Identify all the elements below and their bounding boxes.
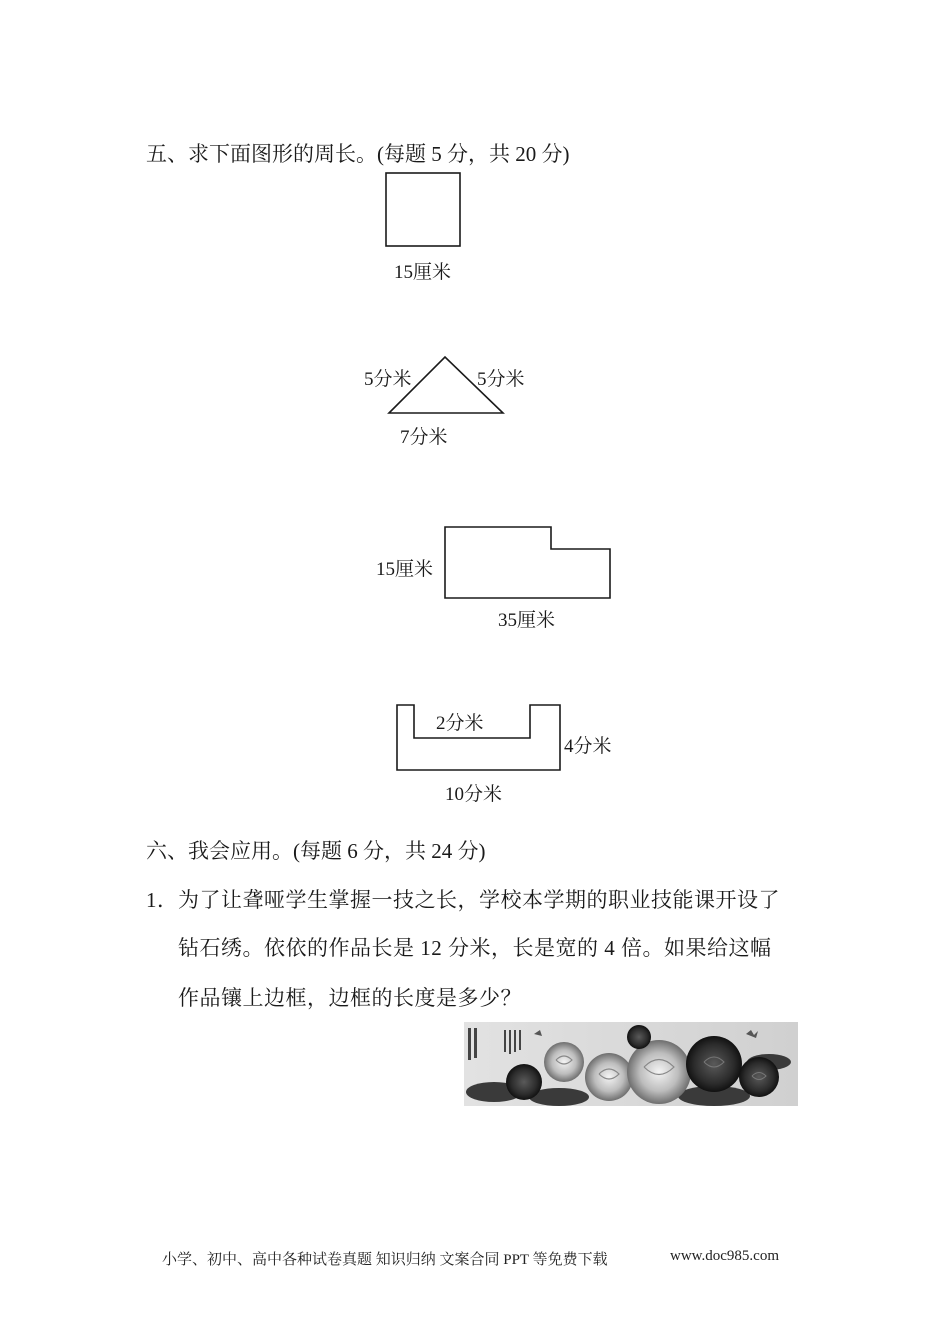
stepped-height-label: 15厘米 xyxy=(376,559,434,580)
u-notch-label: 2分米 xyxy=(436,713,484,734)
stepped-shape xyxy=(445,527,610,598)
stepped-width-label: 35厘米 xyxy=(498,610,556,631)
section6-heading: 六、我会应用。(每题 6 分，共 24 分) xyxy=(146,839,486,863)
triangle-base-label: 7分米 xyxy=(400,427,448,448)
question-number: 1． xyxy=(146,888,179,912)
square-shape xyxy=(386,173,460,246)
question-line-3: 作品镶上边框，边框的长度是多少？ xyxy=(178,986,522,1010)
question-line-2: 钻石绣。依依的作品长是 12 分米，长是宽的 4 倍。如果给这幅 xyxy=(178,936,772,960)
square-side-label: 15厘米 xyxy=(394,262,452,283)
u-height-label: 4分米 xyxy=(564,736,612,757)
triangle-right-label: 5分米 xyxy=(477,369,525,390)
footer-text: 小学、初中、高中各种试卷真题 知识归纳 文案合同 PPT 等免费下载 xyxy=(162,1252,608,1268)
footer-url[interactable]: www.doc985.com xyxy=(670,1248,780,1264)
embroidery-artwork-image xyxy=(464,1022,798,1106)
question-line-1: 为了让聋哑学生掌握一技之长，学校本学期的职业技能课开设了 xyxy=(178,888,780,912)
u-width-label: 10分米 xyxy=(445,784,503,805)
triangle-left-label: 5分米 xyxy=(364,369,412,390)
section5-heading: 五、求下面图形的周长。(每题 5 分，共 20 分) xyxy=(146,142,570,166)
